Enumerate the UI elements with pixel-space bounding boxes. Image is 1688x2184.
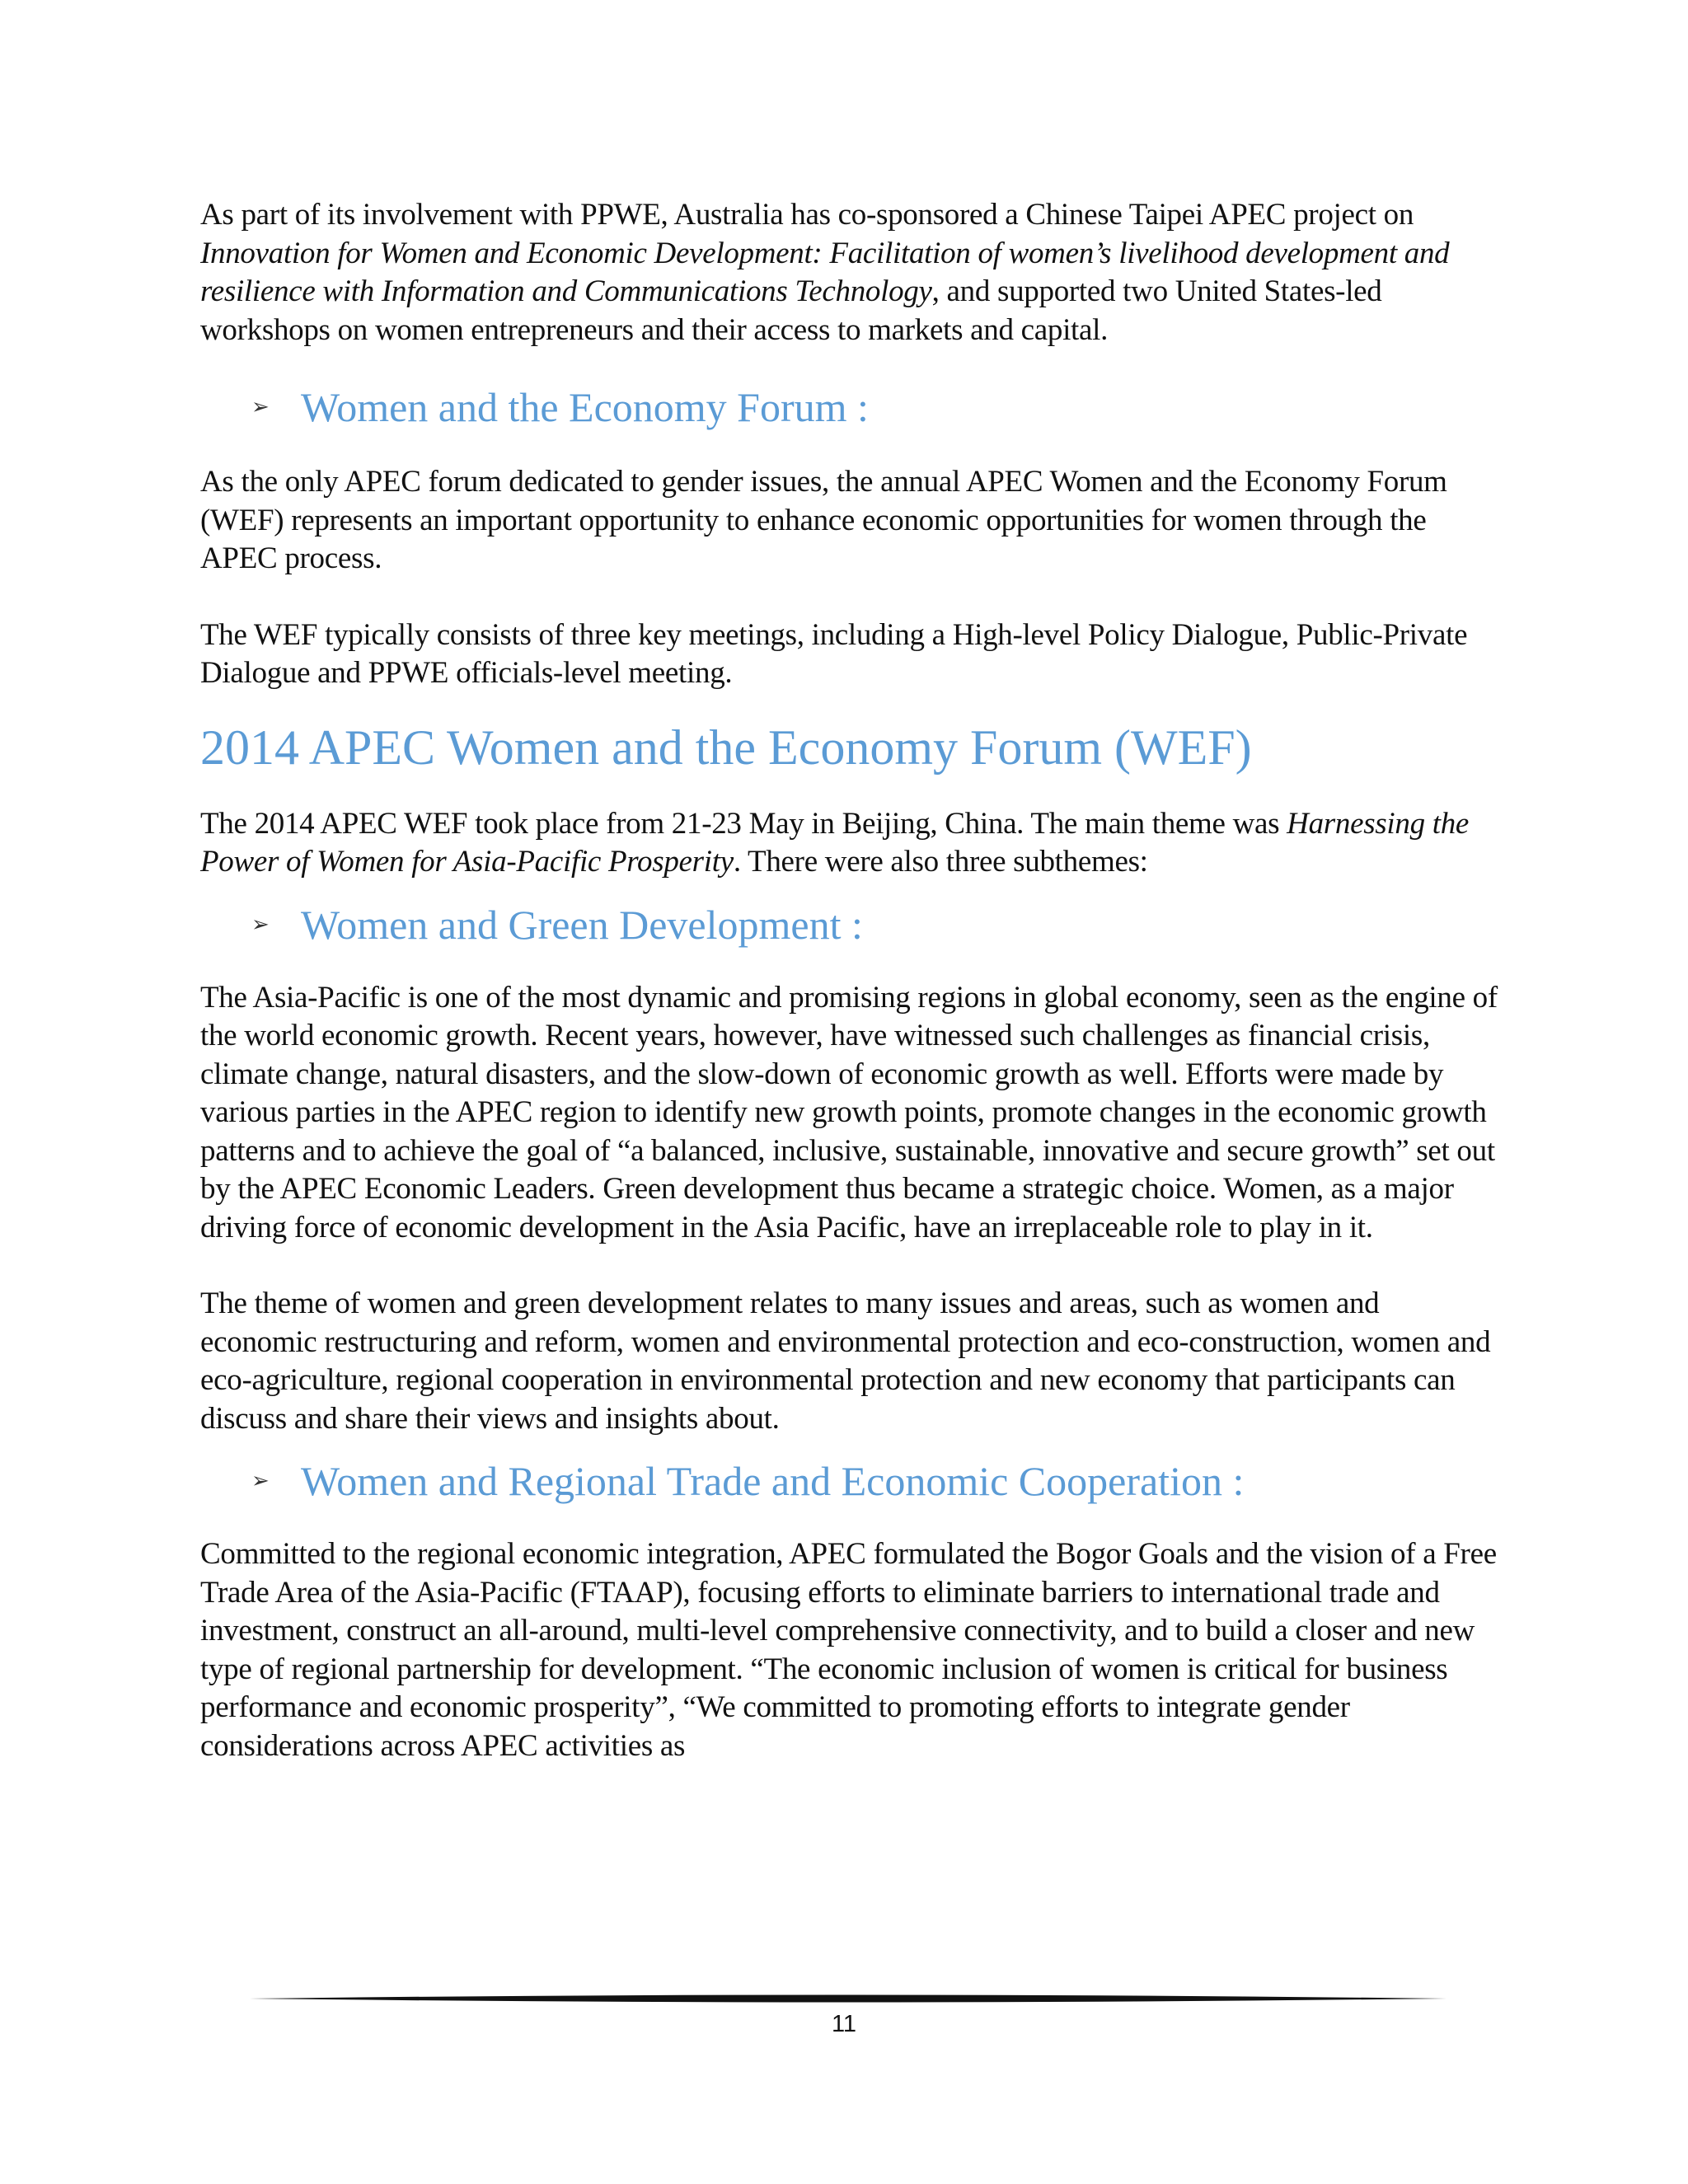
arrow-bullet-icon: ➢ <box>251 912 270 937</box>
page-number: 11 <box>831 2011 857 2037</box>
arrow-bullet-icon: ➢ <box>251 1469 270 1493</box>
heading-green-development: ➢ Women and Green Development : <box>251 901 863 948</box>
project-title-italic: Innovation for Women and Economic Development: Facilitation of women’s livelihood development and resilience with Information and Communications Technology <box>200 236 1450 308</box>
page-content <box>200 196 1503 1765</box>
paragraph-ppwe-involvement: As part of its involvement with PPWE, Australia has co-sponsored a Chinese Taipei APEC project on Innovation for Women and Economic Development: Facilitation of women’s livelihood development and resilience with Information and Communications Technology, and supported two United States-led workshops on women entrepreneurs and their access to markets and capital. <box>200 198 1450 347</box>
section-title-2014-wef: 2014 APEC Women and the Economy Forum (WEF) <box>200 719 1252 775</box>
heading-regional-trade: ➢ Women and Regional Trade and Economic Cooperation : <box>251 1458 1245 1504</box>
footer-divider <box>250 1993 1447 2004</box>
paragraph-wef-intro: As the only APEC forum dedicated to gender issues, the annual APEC Women and the Economy Forum (WEF) represents an important opportunity to enhance economic opportunities for women through the APEC process. <box>200 465 1447 575</box>
theme-italic: Harnessing the Power of Women for Asia-Pacific Prosperity <box>200 806 1470 879</box>
arrow-bullet-icon: ➢ <box>251 395 270 419</box>
paragraph-green-theme: The theme of women and green development relates to many issues and areas, such as women and economic restructuring and reform, women and environmental protection and eco-construction, women and eco-agriculture, regional cooperation in environmental protection and new economy that participants can discuss and share their views and insights about. <box>200 1286 1491 1436</box>
paragraph-2014-wef: The 2014 APEC WEF took place from 21-23 May in Beijing, China. The main theme was Harnessing the Power of Women for Asia-Pacific Prosperity. There were also three subthemes: <box>200 806 1470 879</box>
paragraph-wef-meetings: The WEF typically consists of three key meetings, including a High-level Policy Dialogue, Public-Private Dialogue and PPWE officials-level meeting. <box>200 617 1468 690</box>
heading-women-economy-forum: ➢ Women and the Economy Forum : <box>251 384 869 430</box>
paragraph-regional-integration: Committed to the regional economic integration, APEC formulated the Bogor Goals and the vision of a Free Trade Area of the Asia-Pacific (FTAAP), focusing efforts to eliminate barriers to international trade and investment, construct an all-around, multi-level comprehensive connectivity, and to build a closer and new type of regional partnership for development. “The economic inclusion of women is critical for business performance and economic prosperity”, “We committed to promoting efforts to integrate gender considerations across APEC activities as <box>200 1537 1497 1763</box>
paragraph-asia-pacific: The Asia-Pacific is one of the most dynamic and promising regions in global economy, seen as the engine of the world economic growth. Recent years, however, have witnessed such challenges as financial crisis, climate change, natural disasters, and the slow-down of economic growth as well. Efforts were made by various parties in the APEC region to identify new growth points, promote changes in the economic growth patterns and to achieve the goal of “a balanced, inclusive, sustainable, innovative and secure growth” set out by the APEC Economic Leaders. Green development thus became a strategic choice. Women, as a major driving force of economic development in the Asia Pacific, have an irreplaceable role to play in it. <box>200 980 1498 1244</box>
